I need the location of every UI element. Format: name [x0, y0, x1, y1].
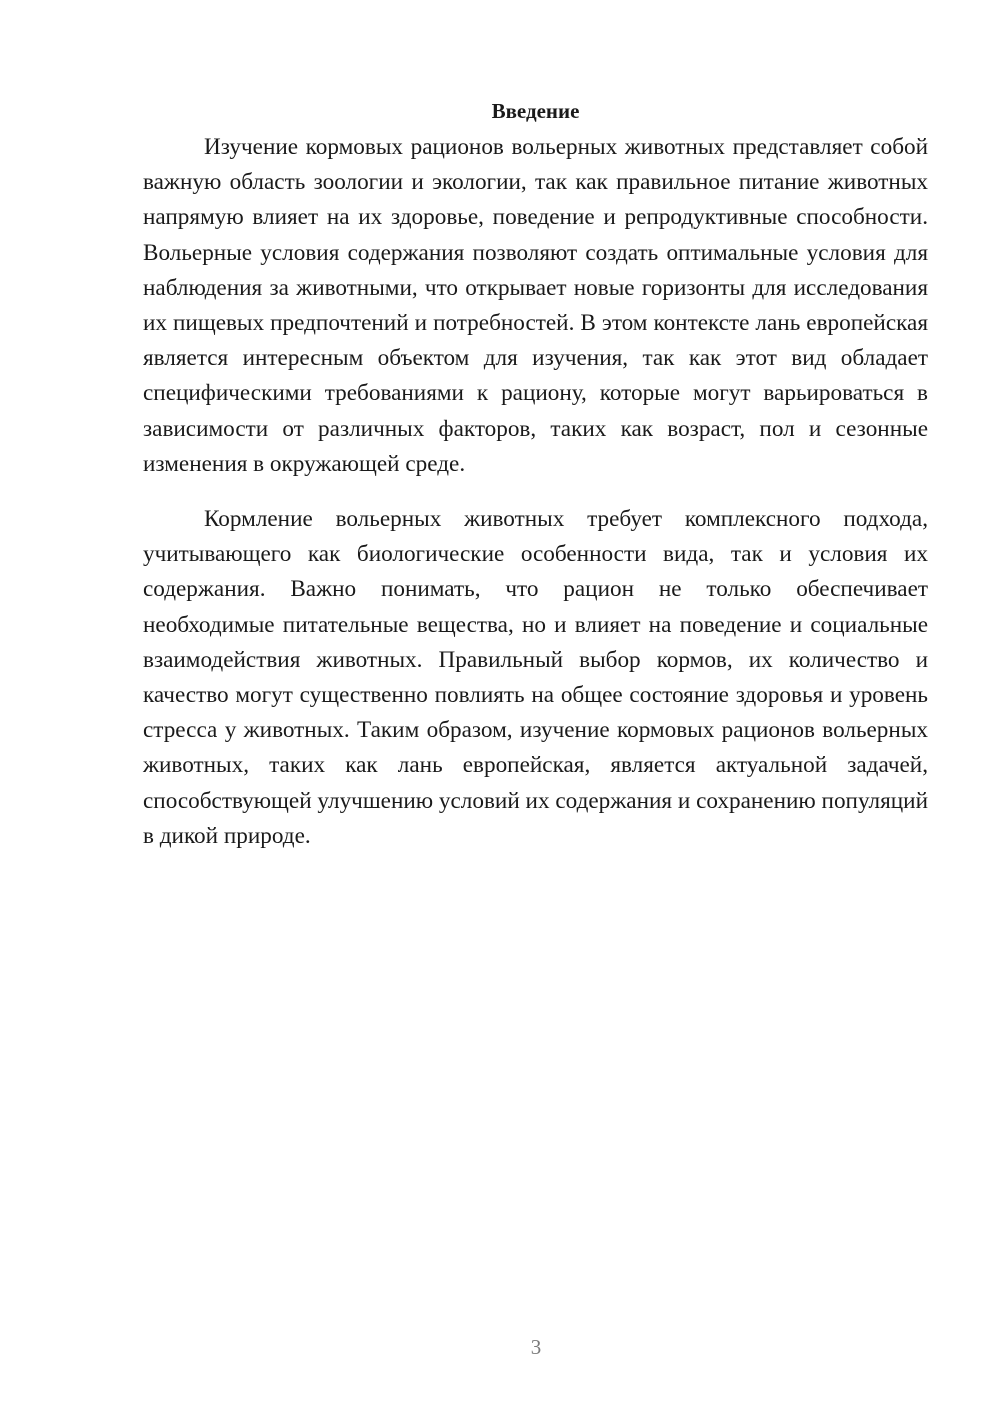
- paragraph-introduction-2: Кормление вольерных животных требует комплексного подхода, учитывающего как биологические особенности вида, так и условия их содержания. Важно понимать, что рацион не только обеспечивает необходимые питательные вещества, но и влияет на поведение и социальные взаимодействия животных. Правильный выбор кормов, их количество и качество могут существенно повлиять на общее состояние здоровья и уровень стресса у животных. Таким образом, изучение кормовых рационов вольерных животных, таких как лань европейская, является актуальной задачей, способствующей улучшению условий их содержания и сохранению популяций в дикой природе.: [143, 506, 928, 849]
- section-heading: Введение: [491, 99, 580, 123]
- page-number: 3: [530, 1335, 542, 1359]
- paragraph-introduction-1: Изучение кормовых рационов вольерных животных представляет собой важную область зоологии и экологии, так как правильное питание животных напрямую влияет на их здоровье, поведение и репродуктивные способности. Вольерные условия содержания позволяют создать оптимальные условия для наблюдения за животными, что открывает новые горизонты для исследования их пищевых предпочтений и потребностей. В этом контексте лань европейская является интересным объектом для изучения, так как этот вид обладает специфическими требованиями к рациону, которые могут варьироваться в зависимости от различных факторов, таких как возраст, пол и сезонные изменения в окружающей среде.: [143, 134, 928, 477]
- page-content: [143, 96, 928, 854]
